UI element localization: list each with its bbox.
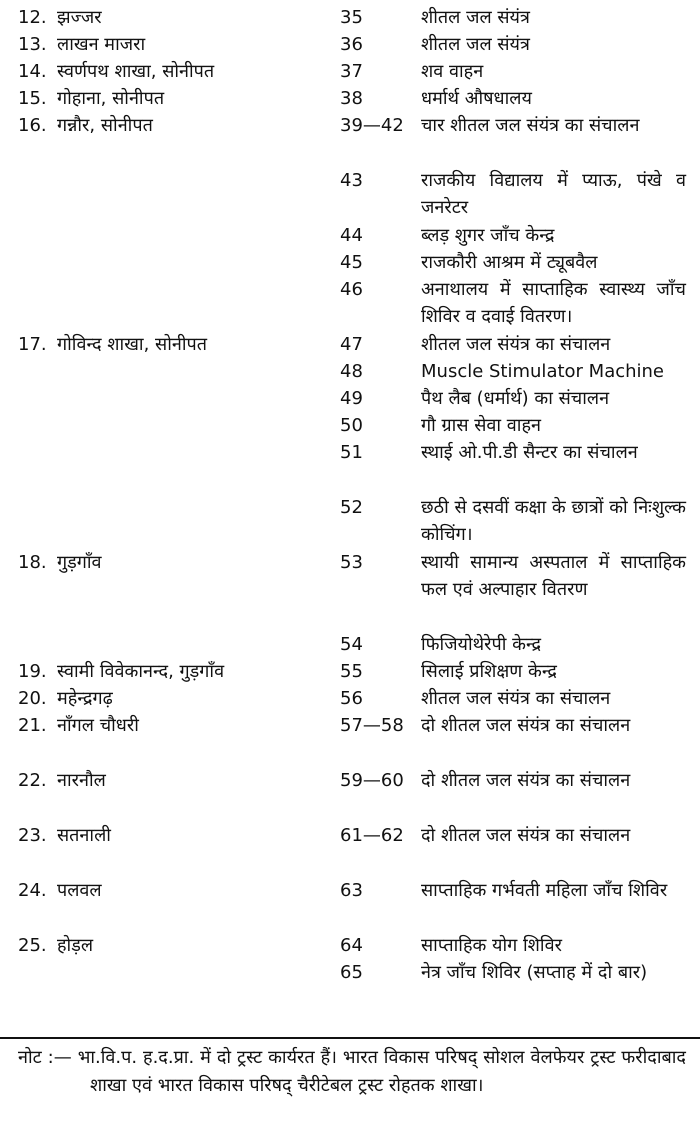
activity-description: शीतल जल संयंत्र bbox=[421, 34, 530, 55]
activity-description: साप्ताहिक गर्भवती महिला जाँच शिविर bbox=[421, 880, 668, 901]
note-section bbox=[18, 1044, 686, 1100]
activity-number: 53 bbox=[340, 552, 363, 573]
activity-description: नेत्र जाँच शिविर (सप्ताह में दो बार) bbox=[421, 962, 648, 983]
serial-number: 16. bbox=[18, 115, 47, 136]
activity-number: 44 bbox=[340, 225, 363, 246]
serial-number: 24. bbox=[18, 880, 47, 901]
activity-description: साप्ताहिक योग शिविर bbox=[421, 935, 562, 956]
activity-description: राजकीय विद्यालय में प्याऊ, पंखे व जनरेटर bbox=[421, 170, 686, 218]
activity-number: 51 bbox=[340, 442, 363, 463]
activity-number: 39—42 bbox=[340, 115, 404, 136]
activity-description: Muscle Stimulator Machine bbox=[421, 361, 665, 382]
activity-description: गौ ग्रास सेवा वाहन bbox=[421, 415, 541, 436]
serial-number: 17. bbox=[18, 334, 47, 355]
activity-number: 61—62 bbox=[340, 825, 404, 846]
activity-number: 35 bbox=[340, 7, 363, 28]
activity-number: 43 bbox=[340, 170, 363, 191]
activity-description: चार शीतल जल संयंत्र का संचालन bbox=[421, 115, 640, 136]
serial-number: 25. bbox=[18, 935, 47, 956]
activity-number: 50 bbox=[340, 415, 363, 436]
activity-number: 64 bbox=[340, 935, 363, 956]
activity-description: दो शीतल जल संयंत्र का संचालन bbox=[421, 715, 631, 736]
activity-description: फिजियोथेरेपी केन्द्र bbox=[421, 634, 542, 655]
serial-number: 19. bbox=[18, 661, 47, 682]
activity-number: 37 bbox=[340, 61, 363, 82]
serial-number: 13. bbox=[18, 34, 47, 55]
activity-number: 47 bbox=[340, 334, 363, 355]
serial-number: 20. bbox=[18, 688, 47, 709]
activity-description: दो शीतल जल संयंत्र का संचालन bbox=[421, 770, 631, 791]
activity-number: 38 bbox=[340, 88, 363, 109]
activity-number: 52 bbox=[340, 497, 363, 518]
branch-name: झज्जर bbox=[57, 7, 102, 28]
serial-number: 12. bbox=[18, 7, 47, 28]
branch-name: स्वर्णपथ शाखा, सोनीपत bbox=[57, 61, 215, 82]
activity-number: 49 bbox=[340, 388, 363, 409]
activity-description: छठी से दसवीं कक्षा के छात्रों को निःशुल्क कोचिंग। bbox=[421, 497, 686, 545]
branch-name: गन्नौर, सोनीपत bbox=[57, 115, 153, 136]
activity-number: 54 bbox=[340, 634, 363, 655]
serial-number: 15. bbox=[18, 88, 47, 109]
activity-description: धर्मार्थ औषधालय bbox=[421, 88, 532, 109]
activity-number: 56 bbox=[340, 688, 363, 709]
activity-description: शीतल जल संयंत्र का संचालन bbox=[421, 334, 611, 355]
activity-number: 55 bbox=[340, 661, 363, 682]
activity-number: 46 bbox=[340, 279, 363, 300]
branch-name: गुड़गाँव bbox=[57, 552, 102, 573]
branch-name: पलवल bbox=[57, 880, 102, 901]
branch-name: होड़ल bbox=[57, 935, 94, 956]
activity-description: ब्लड़ शुगर जाँच केन्द्र bbox=[421, 225, 555, 246]
serial-number: 21. bbox=[18, 715, 47, 736]
serial-number: 14. bbox=[18, 61, 47, 82]
branch-name: महेन्द्रगढ़ bbox=[57, 688, 113, 709]
activity-description: अनाथालय में साप्ताहिक स्वास्थ्य जाँच शिविर व दवाई वितरण। bbox=[421, 279, 686, 327]
activity-description: शीतल जल संयंत्र का संचालन bbox=[421, 688, 611, 709]
activity-number: 65 bbox=[340, 962, 363, 983]
activity-number: 59—60 bbox=[340, 770, 404, 791]
branch-name: लाखन माजरा bbox=[57, 34, 146, 55]
serial-number: 18. bbox=[18, 552, 47, 573]
branch-name: सतनाली bbox=[57, 825, 111, 846]
activity-number: 57—58 bbox=[340, 715, 404, 736]
note-paragraph bbox=[18, 1044, 686, 1100]
activity-number: 36 bbox=[340, 34, 363, 55]
note-label: नोट :— bbox=[18, 1047, 72, 1068]
branch-name: नाँगल चौधरी bbox=[57, 715, 139, 736]
divider-line bbox=[0, 1037, 700, 1039]
activity-number: 63 bbox=[340, 880, 363, 901]
activity-number: 45 bbox=[340, 252, 363, 273]
activity-description: शव वाहन bbox=[421, 61, 484, 82]
activity-description: सिलाई प्रशिक्षण केन्द्र bbox=[421, 661, 557, 682]
branch-name: गोविन्द शाखा, सोनीपत bbox=[57, 334, 208, 355]
branch-name: स्वामी विवेकानन्द, गुड़गाँव bbox=[57, 661, 225, 682]
activity-description: स्थाई ओ.पी.डी सैन्टर का संचालन bbox=[421, 442, 638, 463]
branch-name: नारनौल bbox=[57, 770, 106, 791]
activity-description: दो शीतल जल संयंत्र का संचालन bbox=[421, 825, 631, 846]
serial-number: 23. bbox=[18, 825, 47, 846]
activity-description: शीतल जल संयंत्र bbox=[421, 7, 530, 28]
activity-number: 48 bbox=[340, 361, 363, 382]
branch-name: गोहाना, सोनीपत bbox=[57, 88, 165, 109]
activity-description: राजकौरी आश्रम में ट्यूबवैल bbox=[421, 252, 598, 273]
activity-description: स्थायी सामान्य अस्पताल में साप्ताहिक फल एवं अल्पाहार वितरण bbox=[421, 552, 686, 600]
note-text: भा.वि.प. ह.द.प्रा. में दो ट्रस्ट कार्यरत हैं। भारत विकास परिषद् सोशल वेलफेयर ट्रस्ट फरीदाबाद शाखा एवं भारत विकास परिषद् चैरीटेबल ट्रस्ट रोहतक शाखा। bbox=[77, 1047, 686, 1096]
activity-description: पैथ लैब (धर्मार्थ) का संचालन bbox=[421, 388, 610, 409]
serial-number: 22. bbox=[18, 770, 47, 791]
